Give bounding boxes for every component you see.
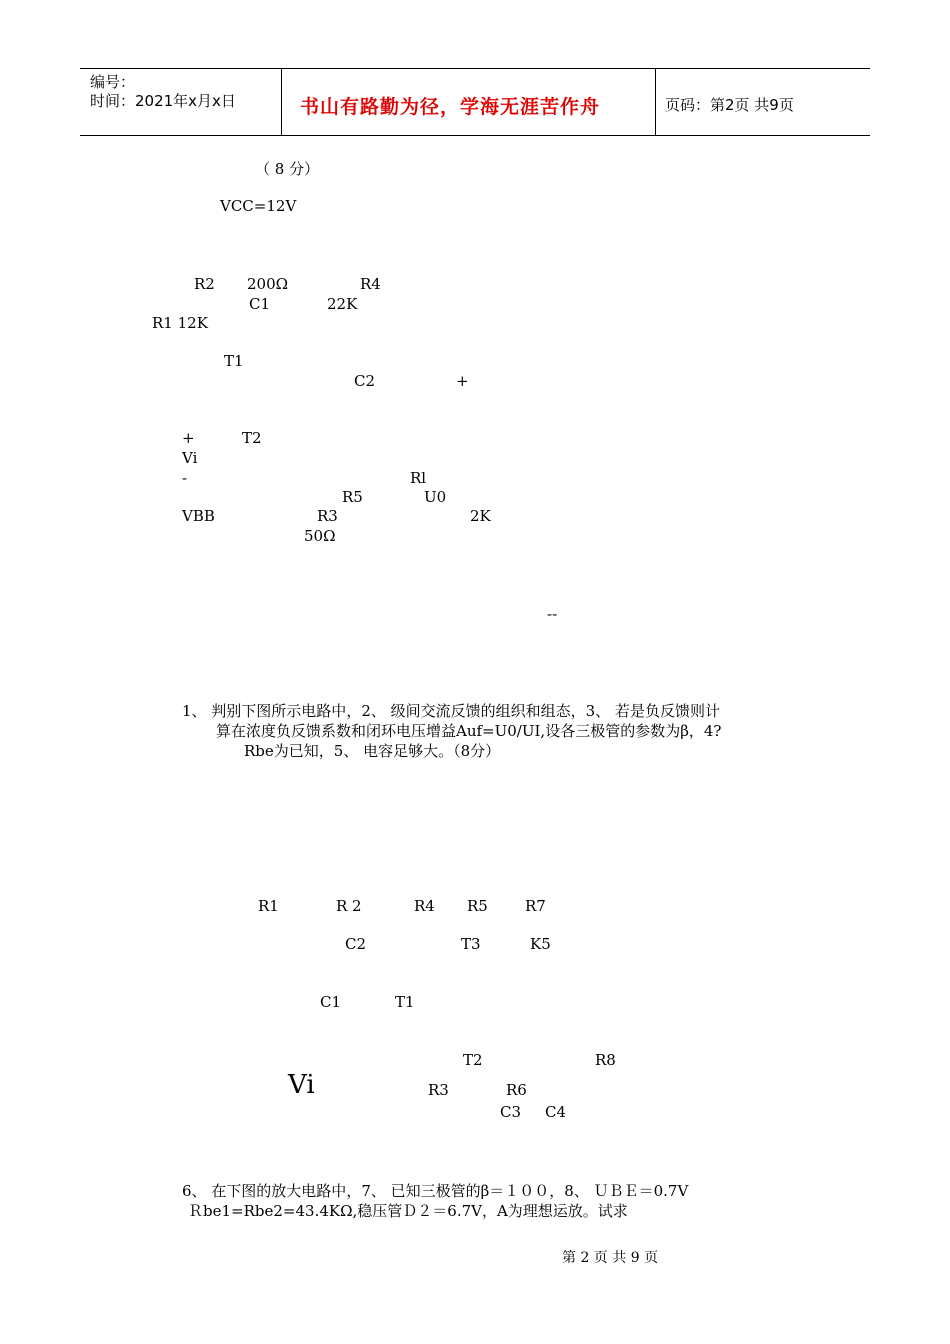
circuit2-r8: R8 xyxy=(595,1051,616,1069)
circuit2-c3: C3 xyxy=(500,1103,522,1121)
question6-line2: Ｒbe1=Rbe2=43.4KΩ,稳压管Ｄ２＝6.7V，A为理想运放。试求 xyxy=(188,1202,628,1220)
circuit1-score: （ 8 分） xyxy=(255,160,320,178)
circuit1-t1: T1 xyxy=(224,352,244,370)
circuit2-r1: R1 xyxy=(258,897,279,915)
circuit1-c1: C1 xyxy=(249,295,271,313)
header-bottom-rule xyxy=(80,135,870,136)
question6-line1: 6、 在下图的放大电路中，7、 已知三极管的β＝１００，8、 ＵＢＥ＝0.7V xyxy=(182,1182,689,1200)
footer-page-number: 第 2 页 共 9 页 xyxy=(562,1250,659,1266)
header-divider-right xyxy=(655,68,656,135)
header-motto: 书山有路勤为径，学海无涯苦作舟 xyxy=(300,96,601,118)
circuit2-k5: K5 xyxy=(530,935,551,953)
header-divider-left xyxy=(281,68,282,135)
circuit2-vi: Vi xyxy=(288,1070,315,1100)
circuit1-rl-value: 2K xyxy=(470,507,491,525)
header-number-label: 编号： xyxy=(90,73,136,91)
circuit1-plus-right: + xyxy=(456,372,469,390)
circuit2-r2: R 2 xyxy=(336,897,362,915)
circuit1-r1: R1 12K xyxy=(152,314,208,332)
circuit2-r4: R4 xyxy=(414,897,435,915)
circuit2-r6: R6 xyxy=(506,1081,527,1099)
circuit1-r3-value: 50Ω xyxy=(304,527,336,545)
circuit1-r3: R3 xyxy=(317,507,338,525)
question1-line3: Rbe为已知，5、 电容足够大。（8分） xyxy=(244,742,501,760)
circuit1-minus: - xyxy=(182,469,188,487)
question1-line1: 1、 判别下图所示电路中，2、 级间交流反馈的组织和组态，3、 若是负反馈则计 xyxy=(182,702,720,720)
circuit2-r5: R5 xyxy=(467,897,488,915)
circuit2-c1: C1 xyxy=(320,993,342,1011)
circuit1-rl: Rl xyxy=(410,469,427,487)
circuit2-r7: R7 xyxy=(525,897,546,915)
circuit1-vcc: VCC=12V xyxy=(220,197,297,215)
circuit1-vbb: VBB xyxy=(182,507,215,525)
circuit2-t2: T2 xyxy=(463,1051,483,1069)
circuit1-r4-value: 22K xyxy=(327,295,358,313)
header-top-rule xyxy=(80,68,870,69)
circuit2-t1: T1 xyxy=(395,993,415,1011)
circuit1-t2: T2 xyxy=(242,429,262,447)
circuit1-r5: R5 xyxy=(342,488,363,506)
circuit1-u0: U0 xyxy=(424,488,447,506)
circuit1-plus-left: + xyxy=(182,429,195,447)
circuit1-dashes: -- xyxy=(547,605,558,623)
question1-line2: 算在浓度负反馈系数和闭环电压增益Auf=U0/UI,设各三极管的参数为β，4? xyxy=(216,722,722,740)
circuit1-c2: C2 xyxy=(354,372,376,390)
header-page-label: 页码：第2页 共9页 xyxy=(665,96,794,114)
header-time-label: 时间：2021年x月x日 xyxy=(90,92,236,110)
circuit2-r3: R3 xyxy=(428,1081,449,1099)
circuit1-vi: Vi xyxy=(182,449,198,467)
circuit1-r2: R2 xyxy=(194,275,215,293)
circuit2-c4: C4 xyxy=(545,1103,567,1121)
circuit2-c2: C2 xyxy=(345,935,367,953)
circuit2-t3: T3 xyxy=(461,935,481,953)
circuit1-r2-value: 200Ω xyxy=(247,275,289,293)
circuit1-r4: R4 xyxy=(360,275,381,293)
